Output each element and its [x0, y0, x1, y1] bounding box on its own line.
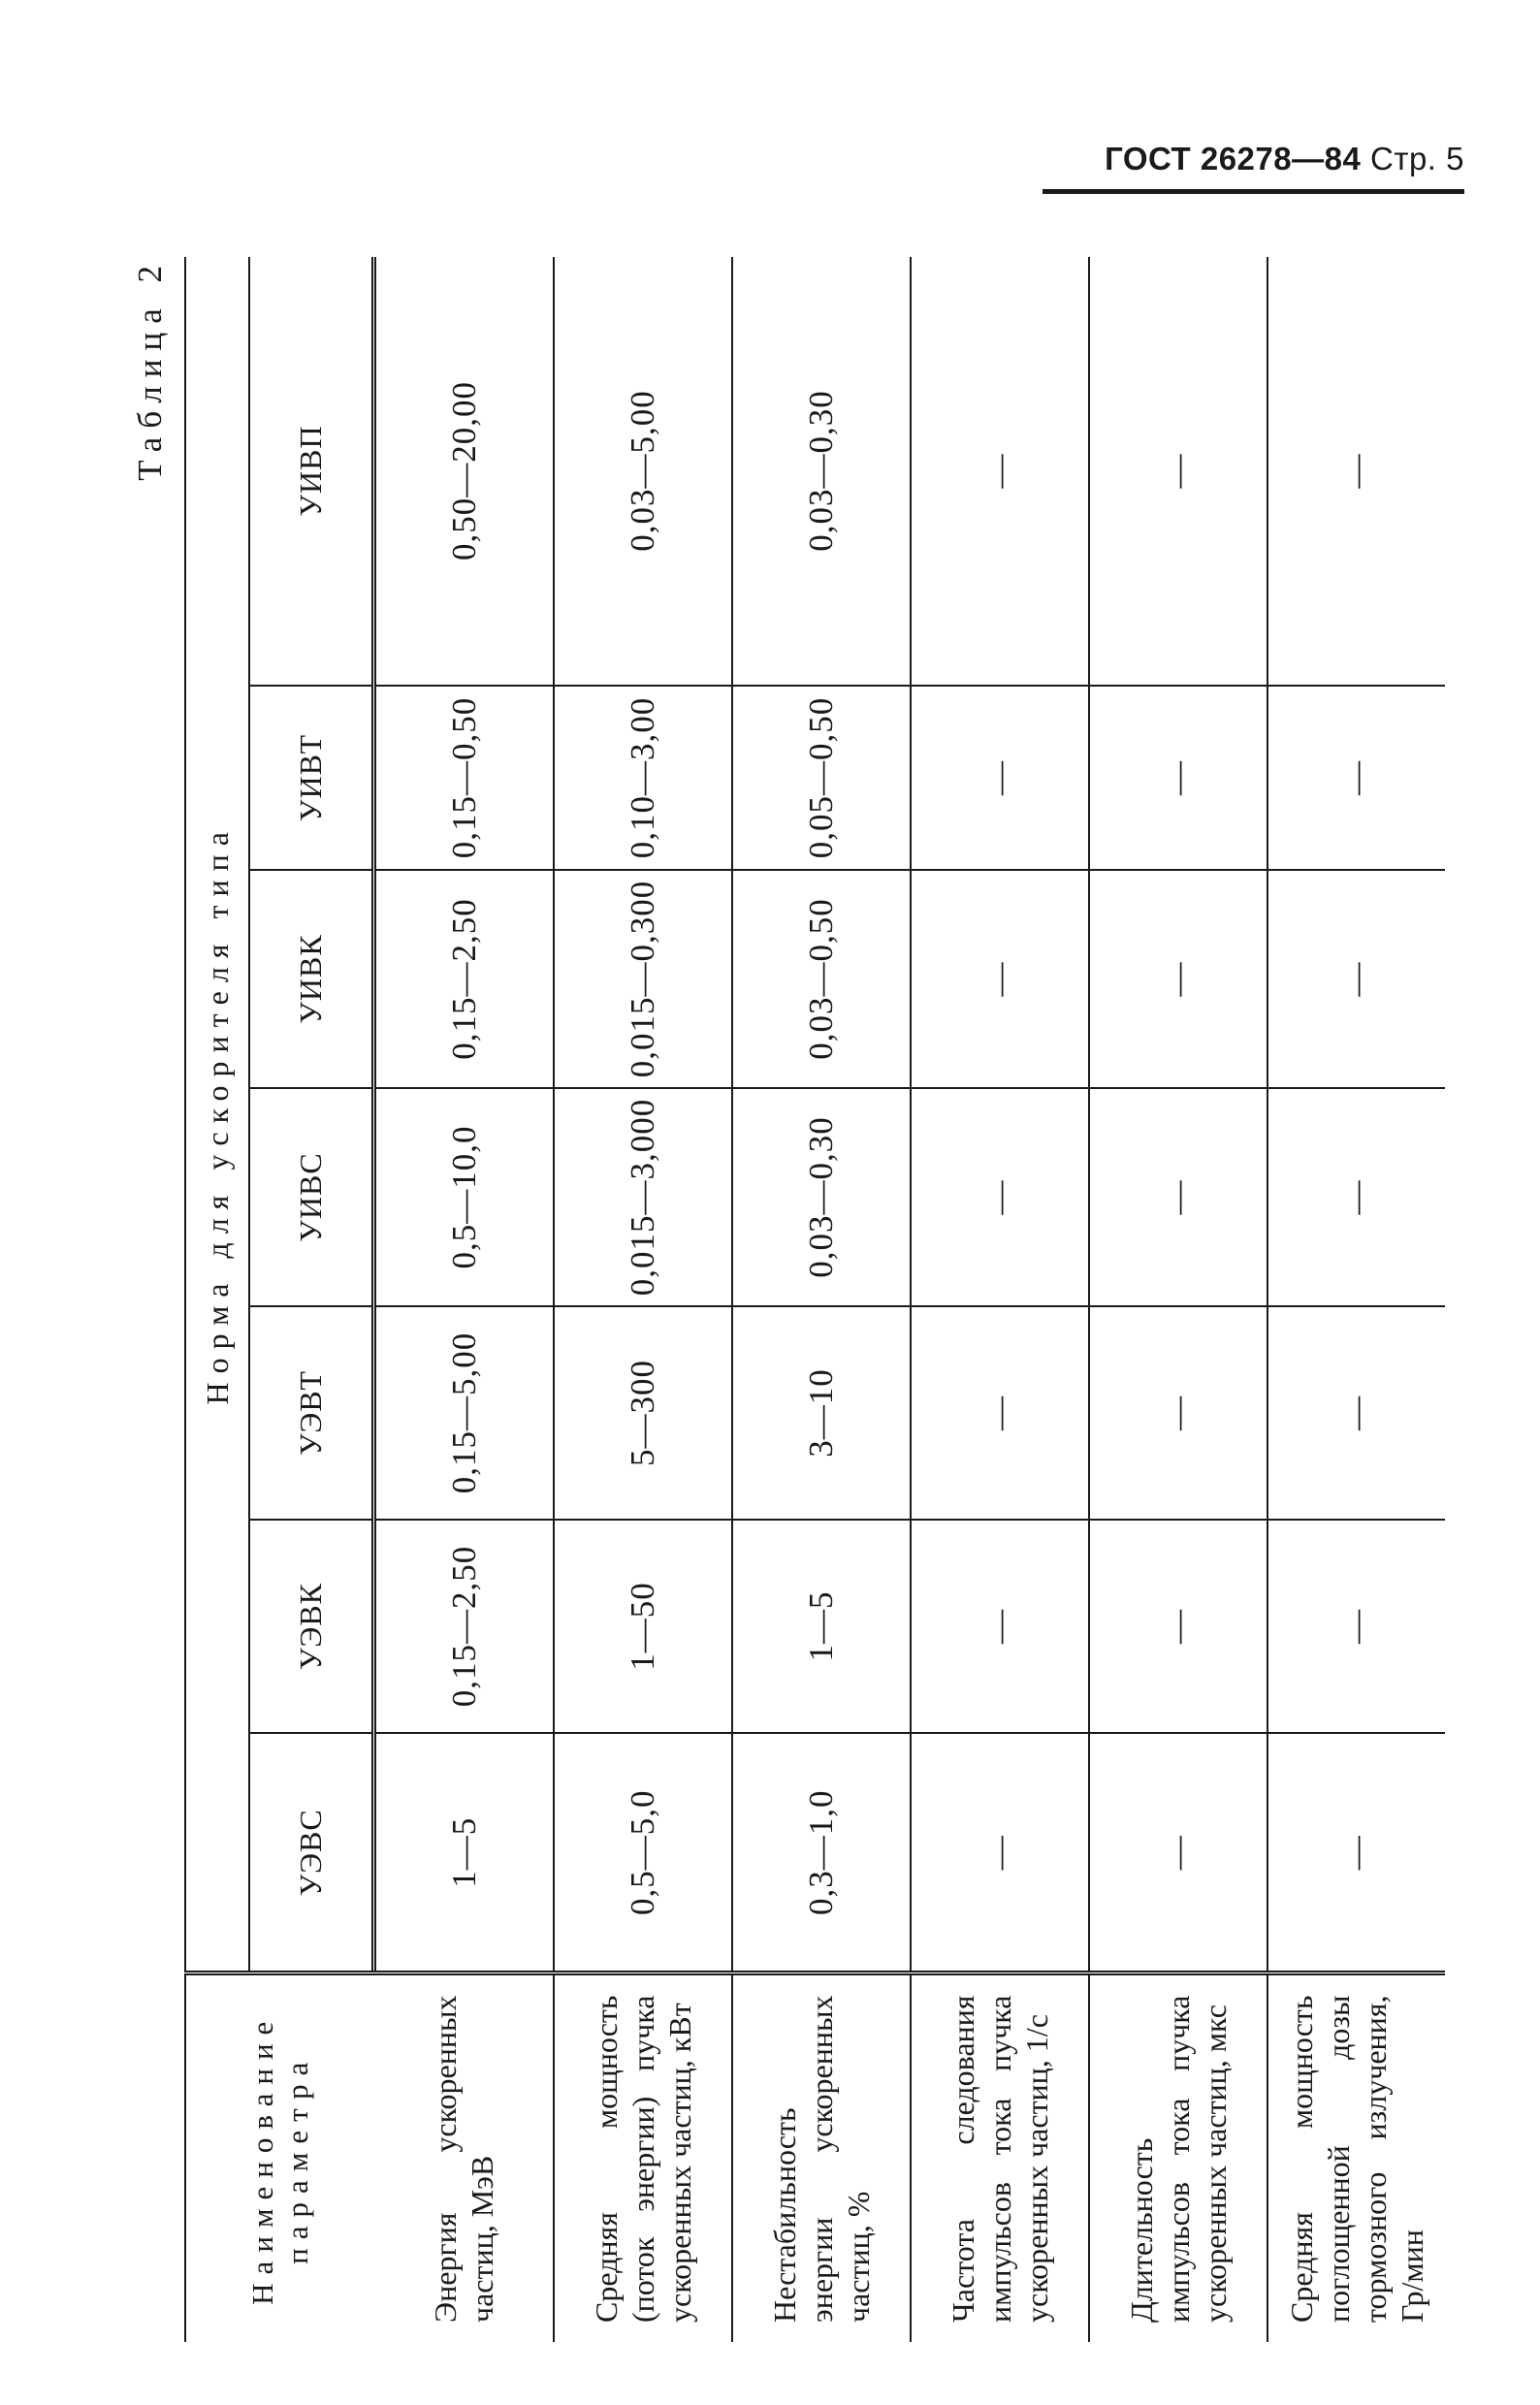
value-cell: 0,03—5,00: [554, 257, 732, 686]
value-cell: 1—50: [554, 1520, 732, 1733]
value-cell: —: [911, 1520, 1089, 1733]
table-row: [374, 257, 555, 2342]
value-cell: 0,15—0,50: [374, 686, 555, 870]
parameter-name-header: Наименование параметра: [185, 1973, 374, 2342]
page-header: [1043, 141, 1464, 177]
value-cell: —: [1267, 1306, 1445, 1520]
type-header-2: УЭВТ: [249, 1306, 374, 1520]
table-caption: Таблица 2: [131, 257, 169, 481]
value-cell: 0,03—0,30: [732, 257, 911, 686]
parameter-name-cell: Частота следования импульсов тока пучка ускоренных частиц, 1/с: [911, 1973, 1089, 2342]
value-cell: 0,03—0,50: [732, 870, 911, 1088]
type-header-1: УЭВК: [249, 1520, 374, 1733]
table-body: [374, 257, 1446, 2342]
value-cell: —: [1267, 257, 1445, 686]
page-number: Стр. 5: [1370, 141, 1464, 176]
header-rule: [1043, 189, 1464, 194]
value-cell: 0,015—0,300: [554, 870, 732, 1088]
value-cell: —: [911, 686, 1089, 870]
parameter-name-cell: Средняя мощность поглощенной дозы тормозного излучения, Гр/мин: [1267, 1973, 1445, 2342]
value-cell: —: [1089, 1306, 1267, 1520]
parameter-name-cell: Энергия ускоренных частиц, МэВ: [374, 1973, 555, 2342]
value-cell: 0,5—5,0: [554, 1733, 732, 1973]
value-cell: 3—10: [732, 1306, 911, 1520]
rotated-table-block: [131, 257, 1430, 2342]
table-row: [911, 257, 1089, 2342]
value-cell: 5—300: [554, 1306, 732, 1520]
value-cell: —: [1089, 257, 1267, 686]
value-cell: —: [1089, 1520, 1267, 1733]
value-cell: —: [911, 1733, 1089, 1973]
table-row: [732, 257, 911, 2342]
value-cell: 0,15—2,50: [374, 1520, 555, 1733]
value-cell: —: [1089, 1088, 1267, 1306]
value-cell: —: [1267, 1520, 1445, 1733]
value-cell: 0,5—10,0: [374, 1088, 555, 1306]
value-cell: —: [1337, 1835, 1375, 1871]
norm-group-header: Норма для ускорителя типа: [185, 257, 249, 1973]
value-cell: 0,3—1,0: [732, 1733, 911, 1973]
value-cell: —: [1267, 1088, 1445, 1306]
value-cell: 0,15—5,00: [374, 1306, 555, 1520]
value-cell: 0,15—2,50: [374, 870, 555, 1088]
value-cell: —: [1089, 870, 1267, 1088]
parameters-table: [184, 257, 1445, 2342]
value-cell: 0,50—20,00: [374, 257, 555, 686]
table-wrapper: [184, 257, 1445, 2342]
value-cell: —: [911, 1088, 1089, 1306]
value-cell: —: [1089, 686, 1267, 870]
parameter-name-cell: Длительность импульсов тока пучка ускоренных частиц, мкс: [1089, 1973, 1267, 2342]
value-cell: 0,10—3,00: [554, 686, 732, 870]
value-cell: 0,05—0,50: [732, 686, 911, 870]
type-header-4: УИВК: [249, 870, 374, 1088]
table-row: [1267, 257, 1445, 2342]
type-header-5: УИВТ: [249, 686, 374, 870]
standard-number: ГОСТ 26278—84: [1105, 141, 1362, 176]
value-cell: —: [1267, 870, 1445, 1088]
value-cell: —: [911, 870, 1089, 1088]
value-cell: 0,015—3,000: [554, 1088, 732, 1306]
type-header-6: УИВП: [249, 257, 374, 686]
value-cell: 0,03—0,30: [732, 1088, 911, 1306]
value-cell: —: [911, 1306, 1089, 1520]
type-header-0: УЭВС: [249, 1733, 374, 1973]
type-header-3: УИВС: [249, 1088, 374, 1306]
table-row: [1089, 257, 1267, 2342]
value-cell: —: [1089, 1733, 1267, 1973]
value-cell: —: [911, 257, 1089, 686]
parameter-name-cell: Средняя мощность (поток энергии) пучка ускоренных частиц, кВт: [554, 1973, 732, 2342]
table-row: [554, 257, 732, 2342]
value-cell: 1—5: [732, 1520, 911, 1733]
value-cell: —: [1267, 686, 1445, 870]
parameter-name-cell: Нестабильность энергии ускоренных частиц, %: [732, 1973, 911, 2342]
value-cell: 1—5: [374, 1733, 555, 1973]
